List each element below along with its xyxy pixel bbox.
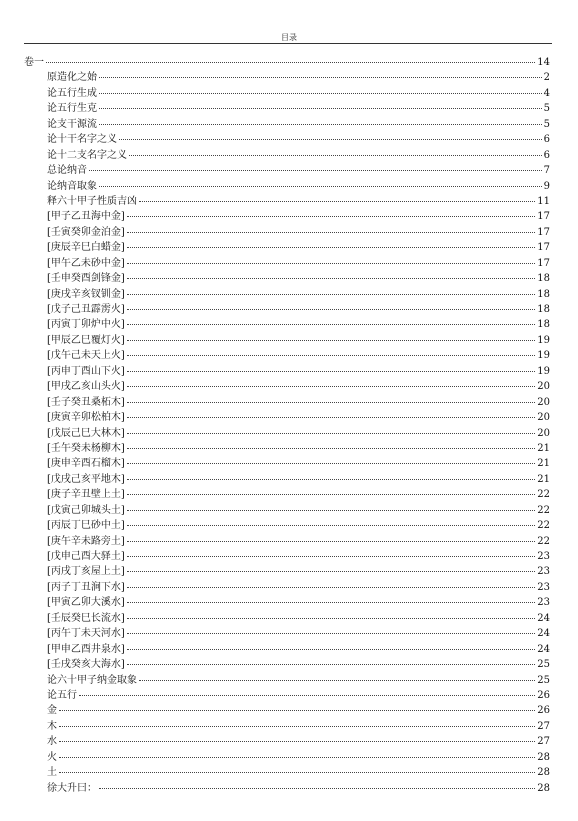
toc-entry-page-number: 18	[537, 304, 550, 315]
toc-entry-title: 论六十甲子纳金取象	[47, 674, 137, 686]
dot-leader	[139, 201, 535, 202]
toc-entry-page-number: 20	[537, 396, 550, 408]
toc-entry-title: 卷一	[24, 57, 44, 68]
toc-entry-title: [甲辰乙巳覆灯火]	[47, 334, 125, 346]
dot-leader	[127, 571, 535, 572]
toc-entry-title: 木	[47, 720, 57, 732]
toc-entry-title: 土	[47, 767, 57, 779]
dot-leader	[127, 479, 535, 480]
toc-entry-title: [甲寅乙卯大溪水]	[47, 597, 125, 609]
toc-entry-page-number: 21	[537, 458, 550, 470]
toc-entry[interactable]	[0, 179, 578, 194]
toc-entry-page-number: 6	[543, 149, 550, 161]
toc-entry[interactable]	[0, 549, 578, 564]
toc-entry[interactable]	[0, 503, 578, 518]
toc-entry-title: [庚午辛未路旁土]	[47, 535, 125, 547]
toc-entry-page-number: 18	[537, 288, 550, 300]
toc-entry[interactable]	[0, 148, 578, 163]
toc-entry-title: [戊寅己卯城头土]	[47, 504, 125, 516]
toc-entry[interactable]	[0, 642, 578, 657]
dot-leader	[127, 556, 535, 557]
toc-entry-page-number: 9	[543, 180, 550, 192]
dot-leader	[79, 695, 535, 696]
toc-entry-title: [庚戌辛亥钗钏金]	[47, 288, 125, 300]
dot-leader	[127, 294, 535, 295]
dot-leader	[127, 417, 535, 418]
toc-entry-page-number: 19	[537, 350, 550, 362]
toc-entry[interactable]	[0, 580, 578, 595]
toc-entry-title: [丙戌丁亥屋上土]	[47, 566, 125, 578]
toc-entry-page-number: 27	[537, 736, 550, 748]
toc-entry-page-number: 7	[543, 165, 550, 177]
toc-entry[interactable]	[0, 225, 578, 240]
dot-leader	[99, 186, 542, 187]
dot-leader	[127, 386, 535, 387]
dot-leader	[59, 710, 535, 711]
dot-leader	[127, 602, 535, 603]
toc-entry-page-number: 22	[537, 489, 550, 501]
toc-entry[interactable]	[0, 518, 578, 533]
toc-entry-title: [戊辰己巳大林木]	[47, 427, 125, 439]
toc-entry-page-number: 23	[537, 581, 550, 593]
toc-entry[interactable]	[0, 611, 578, 626]
toc-entry-title: [庚寅辛卯松柏木]	[47, 412, 125, 424]
dot-leader	[127, 232, 535, 233]
dot-leader	[59, 741, 535, 742]
dot-leader	[129, 155, 542, 156]
toc-section-entry[interactable]	[0, 55, 578, 70]
dot-leader	[99, 108, 542, 109]
toc-entry-page-number: 25	[537, 674, 550, 686]
toc-entry[interactable]	[0, 564, 578, 579]
toc-entry[interactable]	[0, 317, 578, 332]
toc-entry[interactable]	[0, 86, 578, 101]
toc-entry-title: 论十干名字之义	[47, 134, 117, 146]
toc-entry[interactable]	[0, 194, 578, 209]
toc-entry-title: 释六十甲子性质吉凶	[47, 195, 137, 207]
toc-entry-title: [壬寅癸卯金泊金]	[47, 226, 125, 238]
toc-entry[interactable]	[0, 426, 578, 441]
dot-leader	[89, 170, 542, 171]
toc-entry-title: 论五行	[47, 689, 77, 701]
toc-entry[interactable]	[0, 487, 578, 502]
toc-entry-page-number: 17	[537, 226, 550, 238]
toc-entry-page-number: 22	[537, 520, 550, 532]
toc-entry-title: 水	[47, 736, 57, 748]
dot-leader	[59, 726, 535, 727]
toc-entry[interactable]	[0, 101, 578, 116]
toc-entry-page-number: 6	[543, 134, 550, 146]
toc-entry-title: [戊午己未天上火]	[47, 350, 125, 362]
toc-entry-title: 论五行生成	[47, 87, 97, 99]
toc-entry[interactable]	[0, 703, 578, 718]
dot-leader	[99, 788, 535, 789]
toc-entry[interactable]	[0, 595, 578, 610]
toc-entry-page-number: 24	[537, 612, 550, 624]
dot-leader	[127, 463, 535, 464]
toc-entry[interactable]	[0, 132, 578, 147]
dot-leader	[127, 309, 535, 310]
dot-leader	[127, 649, 535, 650]
toc-entry-page-number: 23	[537, 566, 550, 578]
toc-entry[interactable]	[0, 750, 578, 765]
dot-leader	[127, 355, 535, 356]
dot-leader	[46, 62, 535, 63]
toc-entry-page-number: 26	[537, 705, 550, 717]
dot-leader	[127, 494, 535, 495]
toc-entry-page-number: 19	[537, 334, 550, 346]
toc-entry[interactable]	[0, 626, 578, 641]
toc-entry-page-number: 17	[537, 211, 550, 223]
toc-entry-title: [甲申乙酉井泉水]	[47, 643, 125, 655]
toc-entry-title: [戊戌己亥平地木]	[47, 473, 125, 485]
toc-entry-page-number: 24	[537, 643, 550, 655]
toc-entry-page-number: 22	[537, 504, 550, 516]
toc-entry-page-number: 18	[537, 319, 550, 331]
toc-entry-title: 金	[47, 705, 57, 717]
dot-leader	[119, 139, 542, 140]
dot-leader	[127, 263, 535, 264]
toc-entry-page-number: 14	[537, 57, 550, 68]
page-header: 目录	[281, 33, 297, 42]
toc-entry-page-number: 21	[537, 473, 550, 485]
toc-entry[interactable]	[0, 410, 578, 425]
toc-entry-page-number: 5	[543, 118, 550, 130]
toc-entry[interactable]	[0, 163, 578, 178]
dot-leader	[127, 633, 535, 634]
toc-entry-title: 火	[47, 751, 57, 763]
toc-entry-page-number: 25	[537, 659, 550, 671]
dot-leader	[127, 247, 535, 248]
toc-entry-title: 论五行生克	[47, 103, 97, 115]
toc-entry-title: [甲子乙丑海中金]	[47, 211, 125, 223]
toc-entry-title: 原造化之始	[47, 72, 97, 84]
toc-entry[interactable]	[0, 302, 578, 317]
dot-leader	[127, 664, 535, 665]
toc-entry[interactable]	[0, 287, 578, 302]
toc-entry-title: [壬辰癸巳长流水]	[47, 612, 125, 624]
toc-entry-title: 徐大升曰：	[47, 782, 97, 794]
toc-entry[interactable]	[0, 734, 578, 749]
toc-entry[interactable]	[0, 781, 578, 796]
dot-leader	[127, 618, 535, 619]
toc-entry[interactable]	[0, 395, 578, 410]
toc-entry[interactable]	[0, 271, 578, 286]
dot-leader	[127, 448, 535, 449]
toc-entry[interactable]	[0, 256, 578, 271]
toc-entry-page-number: 20	[537, 427, 550, 439]
dot-leader	[99, 77, 542, 78]
toc-entry[interactable]	[0, 472, 578, 487]
dot-leader	[127, 324, 535, 325]
toc-entry-title: [壬申癸酉剑锋金]	[47, 273, 125, 285]
toc-entry-title: [戊子己丑霹雳火]	[47, 304, 125, 315]
toc-entry-page-number: 24	[537, 628, 550, 640]
toc-entry[interactable]	[0, 117, 578, 132]
toc-entry-page-number: 20	[537, 412, 550, 424]
toc-entry[interactable]	[0, 240, 578, 255]
toc-entry-page-number: 28	[537, 782, 550, 794]
dot-leader	[127, 525, 535, 526]
toc-entry-page-number: 17	[537, 242, 550, 254]
toc-entry-page-number: 28	[537, 751, 550, 763]
dot-leader	[99, 93, 542, 94]
toc-entry-page-number: 28	[537, 767, 550, 779]
dot-leader	[139, 680, 535, 681]
toc-entry-title: 总论纳音	[47, 165, 87, 177]
toc-entry-title: [庚辰辛巳白蜡金]	[47, 242, 125, 254]
toc-entry-title: [丙辰丁巳砂中土]	[47, 520, 125, 532]
toc-entry-title: 论十二支名字之义	[47, 149, 127, 161]
toc-entry[interactable]	[0, 673, 578, 688]
toc-entry[interactable]	[0, 209, 578, 224]
toc-entry-page-number: 17	[537, 257, 550, 269]
dot-leader	[127, 371, 535, 372]
toc-entry-title: [庚子辛丑壁上土]	[47, 489, 125, 501]
toc-entry-title: [丙子丁丑涧下水]	[47, 581, 125, 593]
toc-entry-page-number: 22	[537, 535, 550, 547]
toc-entry[interactable]	[0, 70, 578, 85]
toc-entry-page-number: 26	[537, 689, 550, 701]
toc-entry-title: 论纳音取象	[47, 180, 97, 192]
toc-entry-title: [庚申辛酉石榴木]	[47, 458, 125, 470]
toc-entry-title: [甲午乙未砂中金]	[47, 257, 125, 269]
toc-entry-title: [丙午丁未天河水]	[47, 628, 125, 640]
toc-entry-title: 论支干源流	[47, 118, 97, 130]
dot-leader	[127, 340, 535, 341]
header-rule	[24, 43, 552, 44]
toc-entry-title: [甲戌乙亥山头火]	[47, 381, 125, 393]
toc-entry-title: [戊申己酉大驿土]	[47, 551, 125, 562]
toc-entry[interactable]	[0, 348, 578, 363]
toc-entry-page-number: 19	[537, 365, 550, 377]
toc-entry-page-number: 18	[537, 273, 550, 285]
toc-entry-page-number: 21	[537, 442, 550, 454]
toc-entry-page-number: 20	[537, 381, 550, 393]
dot-leader	[127, 510, 535, 511]
toc-entry-title: [壬午癸未杨柳木]	[47, 442, 125, 454]
table-of-contents	[0, 55, 578, 796]
toc-entry[interactable]	[0, 456, 578, 471]
toc-entry-page-number: 4	[543, 87, 550, 99]
dot-leader	[127, 402, 535, 403]
dot-leader	[127, 433, 535, 434]
toc-entry-title: [壬子癸丑桑柘木]	[47, 396, 125, 408]
toc-entry[interactable]	[0, 534, 578, 549]
toc-entry-title: [丙申丁酉山下火]	[47, 365, 125, 377]
toc-entry[interactable]	[0, 333, 578, 348]
toc-entry-title: [丙寅丁卯炉中火]	[47, 319, 125, 331]
toc-entry-page-number: 23	[537, 551, 550, 562]
toc-entry-page-number: 23	[537, 597, 550, 609]
toc-entry-title: [壬戌癸亥大海水]	[47, 659, 125, 671]
toc-entry[interactable]	[0, 657, 578, 672]
dot-leader	[127, 587, 535, 588]
dot-leader	[127, 541, 535, 542]
dot-leader	[59, 772, 535, 773]
toc-entry[interactable]	[0, 688, 578, 703]
toc-entry-page-number: 11	[537, 195, 550, 207]
toc-entry-page-number: 27	[537, 720, 550, 732]
toc-entry-page-number: 5	[543, 103, 550, 115]
toc-entry[interactable]	[0, 379, 578, 394]
dot-leader	[127, 216, 535, 217]
dot-leader	[59, 757, 535, 758]
dot-leader	[127, 278, 535, 279]
dot-leader	[99, 124, 542, 125]
toc-entry[interactable]	[0, 765, 578, 780]
toc-entry[interactable]	[0, 441, 578, 456]
toc-entry-page-number: 2	[543, 72, 550, 84]
toc-entry[interactable]	[0, 364, 578, 379]
toc-entry[interactable]	[0, 719, 578, 734]
